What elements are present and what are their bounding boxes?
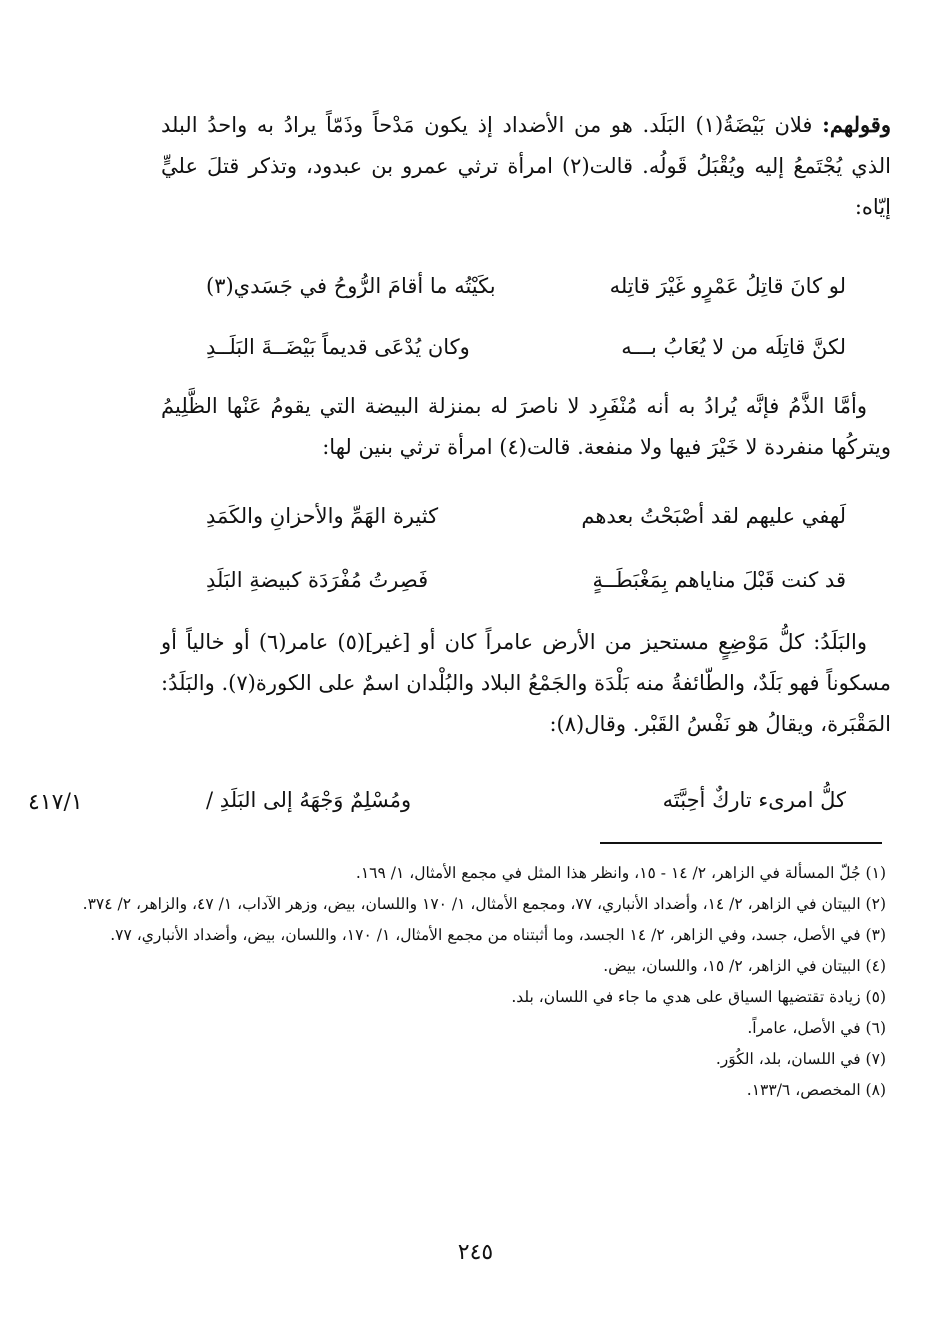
- verse-second-hemistich: كثيرة الهَمِّ والأحزانِ والكَمَدِ: [206, 504, 439, 528]
- paragraph-lead: وقولهم:: [822, 112, 891, 137]
- verse-second-hemistich: وكان يُدْعَى قديماً بَيْضَــةَ البَلَــدِ: [206, 335, 470, 359]
- verse-first-hemistich: لو كانَ قاتِلُ عَمْرٍو غَيْرَ قاتِله: [609, 274, 846, 298]
- footnote: (٥) زيادة تقتضيها السياق على هدي ما جاء في اللسان، بلد.: [511, 988, 886, 1006]
- footnote: (٢) البيتان في الزاهر، ٢/ ١٤، وأضداد الأنباري، ٧٧، ومجمع الأمثال، ١/ ١٧٠ واللسان، بيض، وزهر الآداب، ١/ ٤٧، والزاهر، ٢/ ٣٧٤.: [82, 895, 886, 913]
- paragraph-1: [161, 104, 891, 228]
- paragraph-text: فلان بَيْضَةُ(١) البَلَد. هو من الأضداد إذ يكون مَدْحاً وذَمّاً يرادُ به واحدُ البلد الذي يُجْتَمعُ إليه ويُقْبَلُ قَولُه. قالت(٢) امرأة ترثي عمرو بن عبدود، وتذكر قتلَ عليٍّ إيّاه:: [161, 113, 891, 219]
- paragraph-3: [161, 622, 891, 745]
- verse-line: [206, 325, 846, 369]
- verse-second-hemistich: بكَيْتُه ما أقامَ الرُّوحُ في جَسَدي(٣): [206, 274, 496, 298]
- verse-first-hemistich: لكنَّ قاتِلَه من لا يُعَابُ بـــه: [621, 335, 846, 359]
- paragraph-text: وأمَّا الذَّمُ فإنَّه يُرادُ به أنه مُنْفَرِد لا ناصرَ له بمنزلة البيضة التي يقومُ عَنْها الظَّلِيمُ ويتركُها منفردة لا خَيْرَ فيها ولا منفعة. قالت(٤) امرأة ترثي بنين لها:: [161, 394, 891, 459]
- footnote: (١) جُلّ المسألة في الزاهر، ٢/ ١٤ - ١٥، وانظر هذا المثل في مجمع الأمثال، ١/ ١٦٩.: [355, 864, 886, 882]
- verse-line: [206, 778, 846, 822]
- verse-line: [206, 558, 846, 602]
- verse-second-hemistich: ومُسْلِمٌ وَجْهَهُ إلى البَلَدِ /: [206, 788, 412, 812]
- footnote: (٣) في الأصل، جسد، وفي الزاهر، ٢/ ١٤ الجسد، وما أثبتناه من مجمع الأمثال، ١/ ١٧٠، واللسان، بيض، وأضداد الأنباري، ٧٧.: [110, 926, 886, 944]
- margin-reference: ٤١٧/١: [28, 790, 83, 815]
- verse-line: [206, 264, 846, 308]
- paragraph-2: [161, 386, 891, 468]
- footnote: (٦) في الأصل، عامراً.: [747, 1019, 886, 1037]
- page-number: ٢٤٥: [457, 1240, 494, 1265]
- footnote: (٧) في اللسان، بلد، الكُوَر.: [715, 1050, 886, 1068]
- footnote: (٨) المخصص، ١٣٣/٦.: [746, 1081, 886, 1099]
- verse-first-hemistich: لَهفي عليهم لقد أصْبَحْتُ بعدهم: [581, 504, 846, 528]
- verse-first-hemistich: كلُّ امرىء تاركٌ أحِبَّتَه: [662, 788, 846, 812]
- verse-first-hemistich: قد كنت قَبْلَ مناياهم بِمَغْبَطَــةٍ: [592, 568, 846, 592]
- paragraph-text: والبَلَدُ: كلُّ مَوْضِعٍ مستحيز من الأرض عامراً كان أو [غير](٥) عامر(٦) أو خالياً أو مسكوناً فهو بَلَدٌ، والطّائفةُ منه بَلْدَة والجَمْعُ البلاد والبُلْدان اسمٌ على الكورة(٧). والبَلَدُ: المَقْبَرة، ويقالُ هو نَفْسُ القَبْر. وقال(٨):: [161, 630, 891, 736]
- footnote: (٤) البيتان في الزاهر، ٢/ ١٥، واللسان، بيض.: [603, 957, 886, 975]
- footnotes: [81, 858, 886, 1106]
- verse-second-hemistich: فَصِرتُ مُفْرَدَة كبيضةِ البَلَدِ: [206, 568, 429, 592]
- verse-line: [206, 494, 846, 538]
- footnote-divider: [600, 842, 882, 844]
